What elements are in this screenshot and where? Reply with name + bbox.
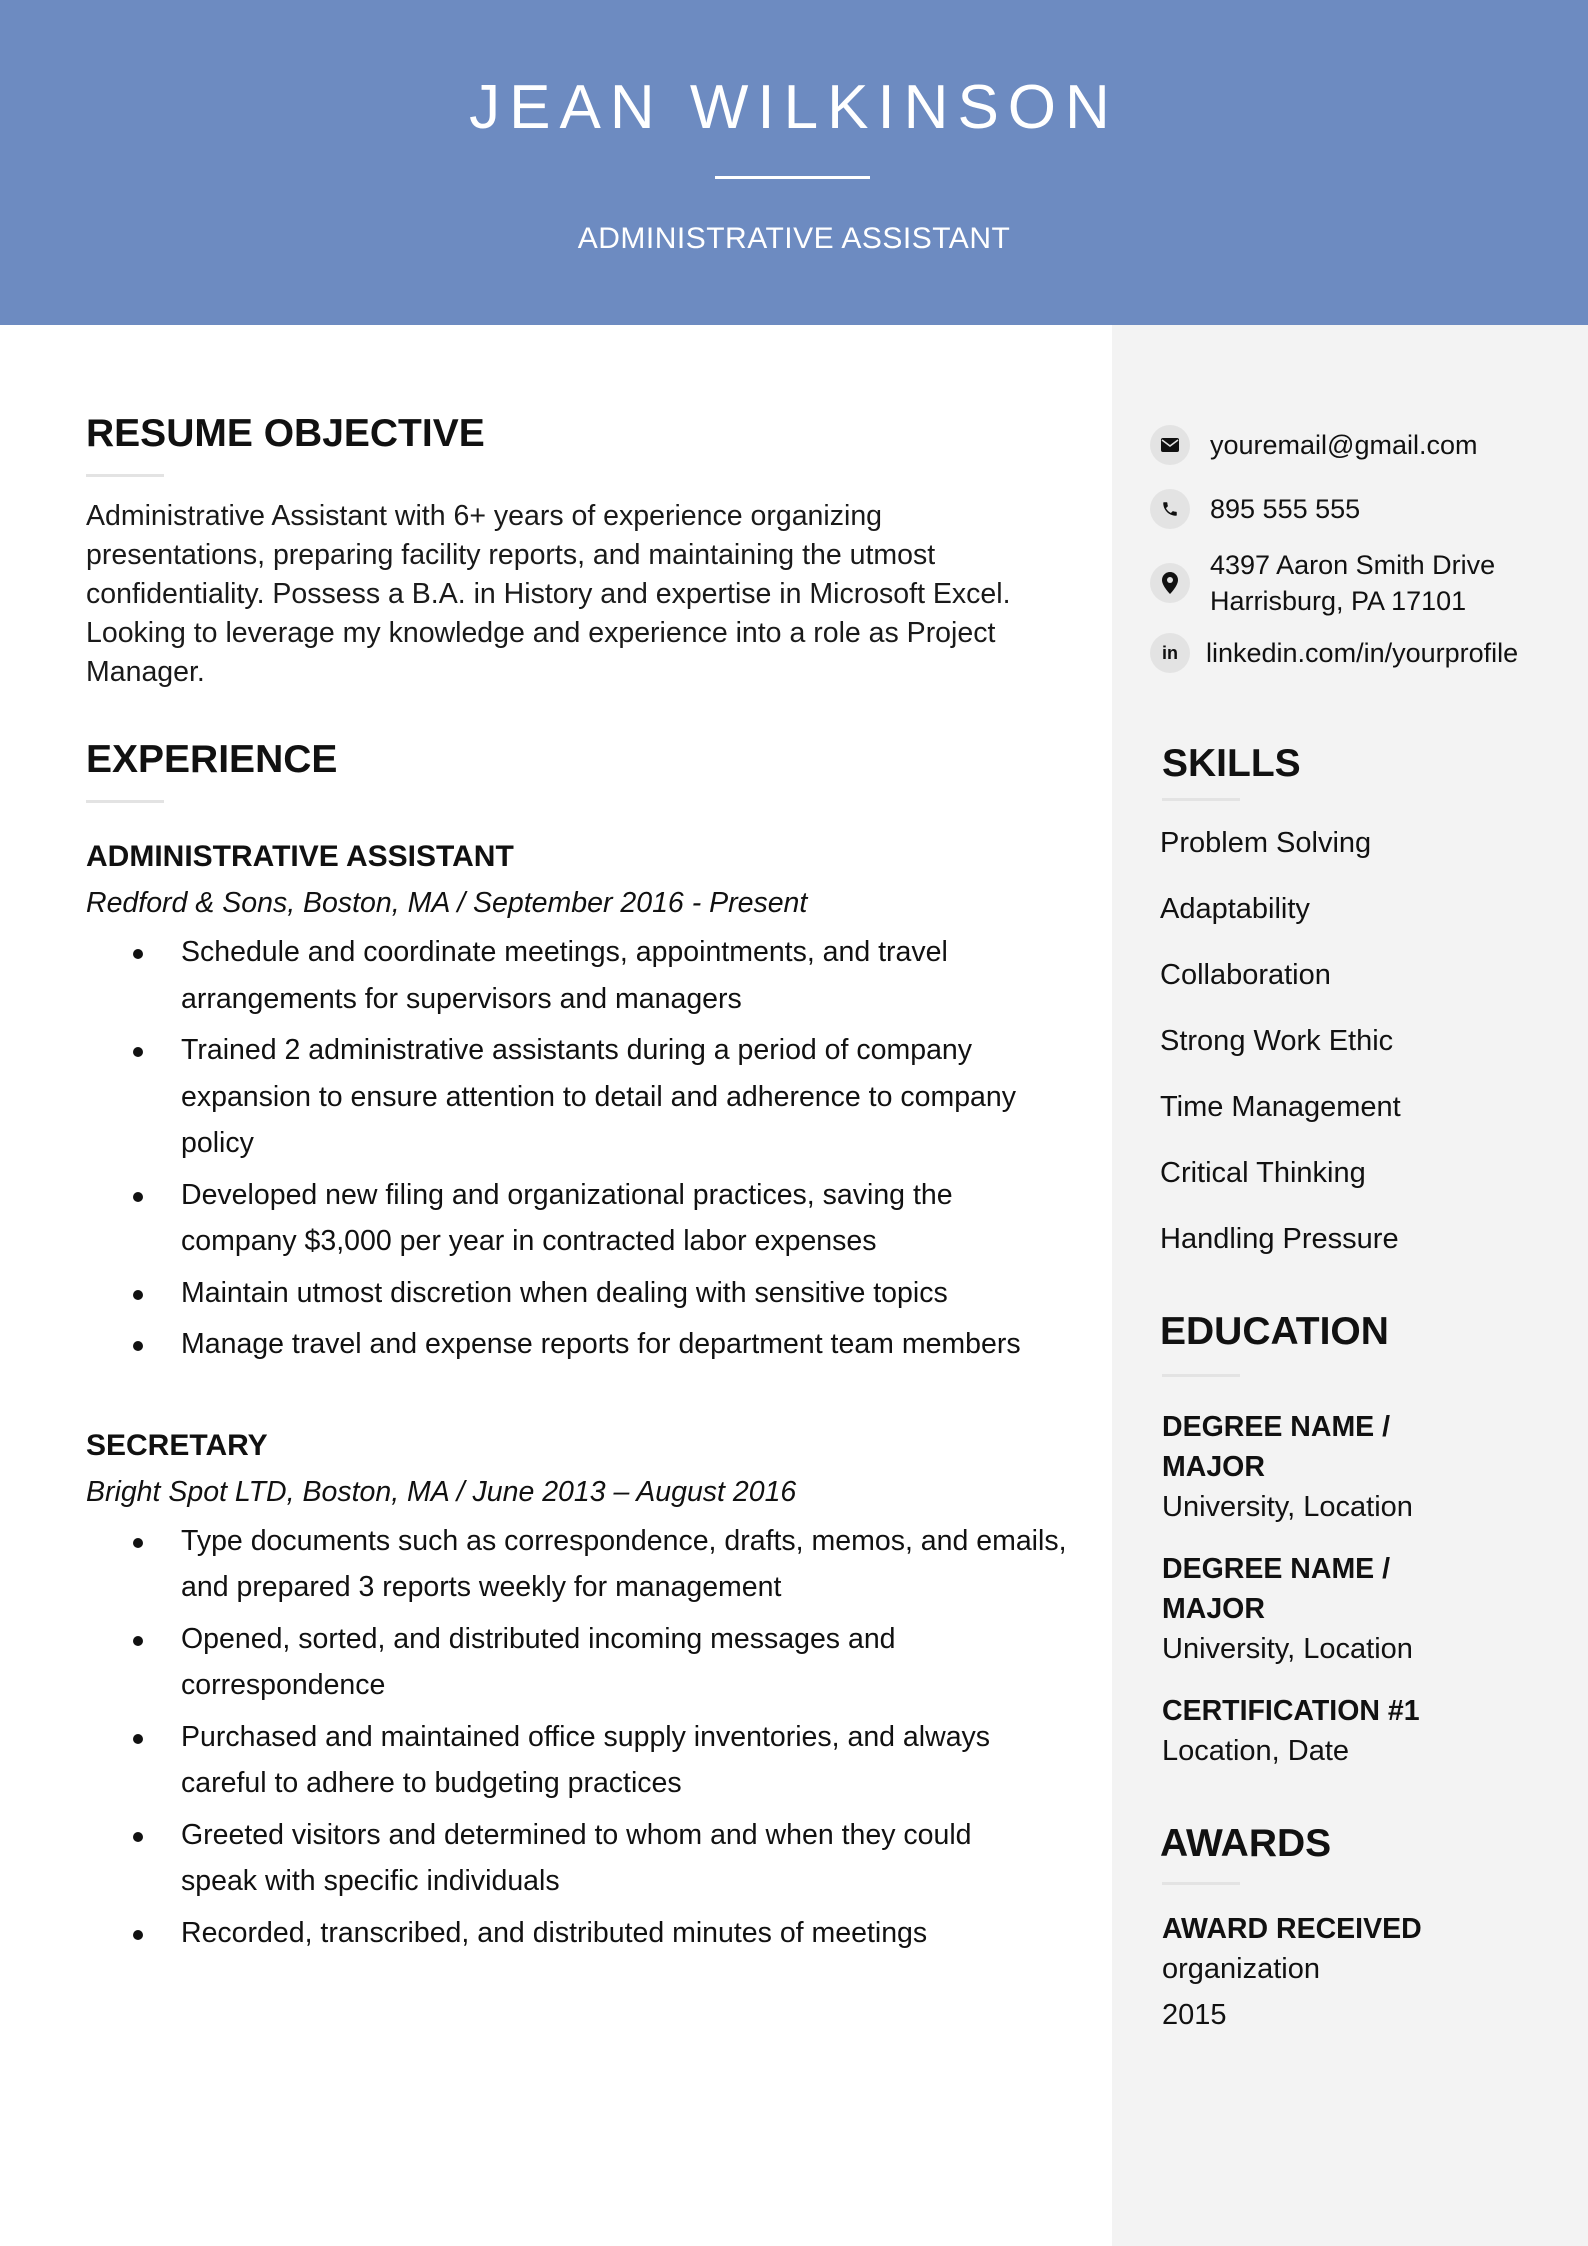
job-meta: Redford & Sons, Boston, MA / September 2016 - Present — [86, 887, 808, 919]
skill-item: Collaboration — [1160, 959, 1331, 991]
education-entry — [1162, 1549, 1550, 1669]
skill-item: Critical Thinking — [1160, 1157, 1366, 1189]
job-bullet — [86, 1270, 1076, 1317]
location-pin-icon — [1150, 563, 1190, 603]
objective-section — [86, 410, 1076, 692]
degree-line: MAJOR — [1162, 1593, 1265, 1625]
job-entry — [86, 1426, 1076, 1957]
bullet-line: Manage travel and expense reports for department team members — [181, 1328, 1021, 1360]
job-title: ADMINISTRATIVE ASSISTANT — [86, 840, 514, 873]
education-list — [1162, 1407, 1550, 1771]
skill-item: Handling Pressure — [1160, 1223, 1399, 1255]
degree-line: DEGREE NAME / — [1162, 1553, 1391, 1585]
candidate-title: ADMINISTRATIVE ASSISTANT — [577, 222, 1011, 255]
header-divider — [715, 176, 870, 179]
bullet-line: careful to adhere to budgeting practices — [181, 1767, 682, 1799]
phone-number: 895 555 555 — [1210, 494, 1361, 524]
contact-linkedin — [1150, 633, 1550, 673]
bullet-line: Purchased and maintained office supply inventories, and always — [181, 1720, 991, 1753]
awards-heading: AWARDS — [1160, 1822, 1332, 1865]
education-entry — [1162, 1407, 1550, 1527]
job-bullet — [86, 1172, 1076, 1265]
bullet-line: expansion to ensure attention to detail and adherence to company — [181, 1080, 1017, 1113]
award-entry — [1162, 1909, 1550, 2035]
candidate-name: JEAN WILKINSON — [469, 73, 1119, 142]
objective-text — [86, 497, 1076, 692]
address-text — [1210, 547, 1495, 619]
experience-heading: EXPERIENCE — [86, 738, 338, 781]
linkedin-link[interactable]: linkedin.com/in/yourprofile — [1206, 638, 1519, 668]
resume-header — [0, 0, 1588, 325]
skills-list — [1160, 823, 1550, 1285]
job-title: SECRETARY — [86, 1428, 268, 1462]
section-divider — [1162, 1882, 1240, 1885]
objective-line: Administrative Assistant with 6+ years of experience organizing — [86, 500, 883, 532]
experience-section — [86, 736, 1076, 1956]
job-bullets — [86, 929, 1076, 1368]
skill-item: Adaptability — [1160, 893, 1310, 925]
address-line: 4397 Aaron Smith Drive — [1210, 550, 1496, 580]
skills-heading: SKILLS — [1162, 742, 1301, 785]
job-bullet — [86, 1714, 1076, 1807]
bullet-line: Greeted visitors and determined to whom and when they could — [181, 1818, 972, 1851]
education-detail: University, Location — [1162, 1633, 1413, 1665]
education-entry — [1162, 1691, 1550, 1771]
skills-section — [1150, 740, 1550, 1285]
award-name: AWARD RECEIVED — [1162, 1913, 1422, 1945]
degree-line: DEGREE NAME / — [1162, 1411, 1391, 1443]
job-bullet — [86, 1027, 1076, 1167]
education-detail: Location, Date — [1162, 1735, 1350, 1767]
job-bullet — [86, 1518, 1076, 1611]
address-line: Harrisburg, PA 17101 — [1210, 586, 1467, 616]
bullet-line: policy — [181, 1127, 254, 1159]
skill-item: Problem Solving — [1160, 827, 1372, 859]
bullet-line: Opened, sorted, and distributed incoming messages and — [181, 1622, 896, 1655]
job-entry — [86, 837, 1076, 1368]
section-divider — [86, 474, 164, 477]
bullet-line: arrangements for supervisors and managers — [181, 982, 742, 1015]
contact-phone — [1150, 489, 1550, 529]
degree-name — [1162, 1549, 1422, 1629]
bullet-line: and prepared 3 reports weekly for management — [181, 1571, 782, 1603]
phone-icon — [1150, 489, 1190, 529]
skill-item: Time Management — [1160, 1091, 1401, 1123]
bullet-line: Recorded, transcribed, and distributed minutes of meetings — [181, 1916, 928, 1949]
bullet-line: Developed new filing and organizational practices, saving the — [181, 1178, 953, 1211]
education-detail: University, Location — [1162, 1491, 1413, 1523]
job-bullet — [86, 1812, 1076, 1905]
skill-item: Strong Work Ethic — [1160, 1025, 1394, 1057]
certification-name: CERTIFICATION #1 — [1162, 1695, 1420, 1727]
bullet-line: Schedule and coordinate meetings, appointments, and travel — [181, 936, 948, 968]
bullet-line: speak with specific individuals — [181, 1865, 560, 1897]
award-organization: organization — [1162, 1953, 1320, 1985]
bullet-line: company $3,000 per year in contracted labor expenses — [181, 1225, 877, 1257]
job-bullet — [86, 1910, 1076, 1957]
bullet-line: Maintain utmost discretion when dealing with sensitive topics — [181, 1276, 948, 1309]
job-meta: Bright Spot LTD, Boston, MA / June 2013 – August 2016 — [86, 1475, 797, 1508]
objective-line: Manager. — [86, 656, 205, 688]
education-heading: EDUCATION — [1160, 1310, 1389, 1353]
objective-line: presentations, preparing facility reports, and maintaining the utmost — [86, 539, 936, 571]
job-bullet — [86, 929, 1076, 1022]
section-divider — [1162, 1374, 1240, 1377]
award-year: 2015 — [1162, 1999, 1227, 2031]
bullet-line: Type documents such as correspondence, drafts, memos, and emails, — [181, 1524, 1067, 1557]
section-divider — [1162, 798, 1240, 801]
objective-heading: RESUME OBJECTIVE — [86, 412, 485, 455]
awards-section — [1150, 1820, 1550, 2057]
email-link[interactable]: youremail@gmail.com — [1210, 430, 1478, 460]
contact-address — [1150, 547, 1550, 619]
education-section — [1150, 1308, 1550, 1793]
degree-name — [1162, 1407, 1422, 1487]
objective-line: Looking to leverage my knowledge and experience into a role as Project — [86, 617, 996, 649]
section-divider — [86, 800, 164, 803]
objective-line: confidentiality. Possess a B.A. in History and expertise in Microsoft Excel. — [86, 578, 1011, 610]
linkedin-icon: in — [1150, 633, 1190, 673]
contact-email — [1150, 425, 1550, 465]
bullet-line: Trained 2 administrative assistants during a period of company — [181, 1034, 973, 1066]
envelope-icon — [1150, 425, 1190, 465]
job-bullet — [86, 1321, 1076, 1368]
job-bullets — [86, 1518, 1076, 1957]
bullet-line: correspondence — [181, 1669, 386, 1701]
main-column — [86, 410, 1076, 1961]
contact-section — [1150, 425, 1550, 687]
degree-line: MAJOR — [1162, 1451, 1265, 1483]
job-bullet — [86, 1616, 1076, 1709]
